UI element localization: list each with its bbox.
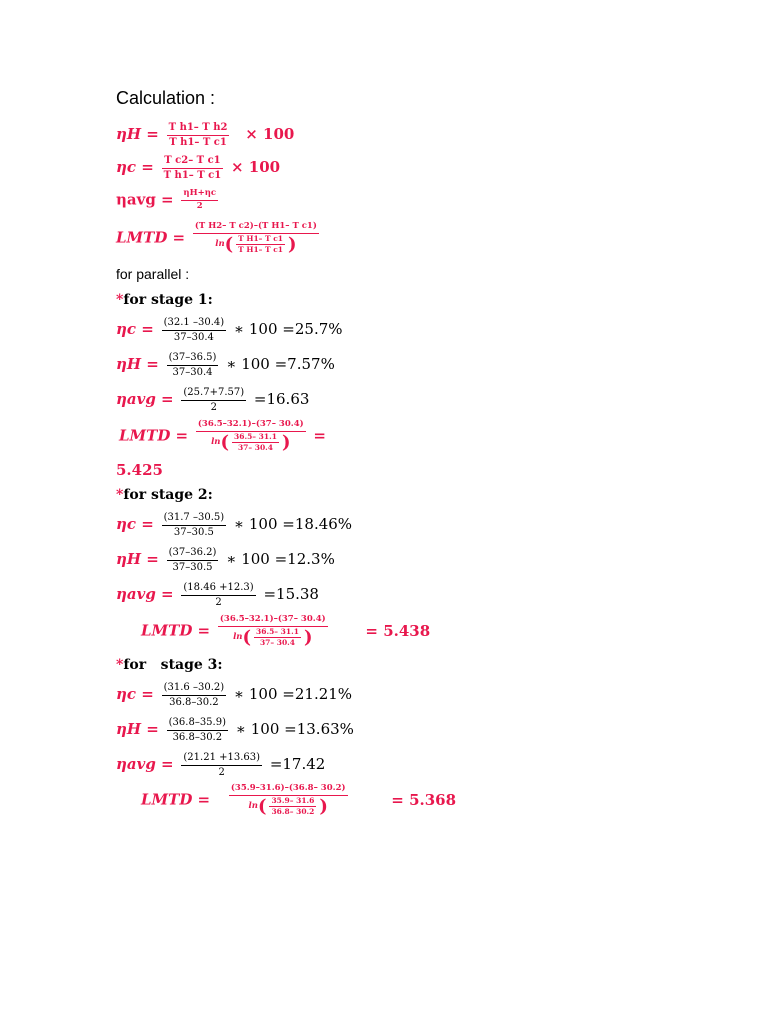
formula-lmtd bbox=[116, 222, 322, 255]
stage1-eta-avg bbox=[116, 387, 309, 413]
close-paren: ) bbox=[281, 431, 291, 453]
stage3-eta-h bbox=[116, 717, 354, 743]
formula-lhs: ηavg = bbox=[116, 190, 174, 209]
formula-lhs: ηH = bbox=[116, 550, 159, 568]
fraction bbox=[181, 189, 218, 212]
formula-lhs: ηc = bbox=[116, 685, 154, 703]
denominator: 2 bbox=[196, 200, 203, 211]
asterisk: * bbox=[116, 487, 124, 503]
denominator: 37–30.4 bbox=[173, 331, 214, 343]
ln-fraction bbox=[236, 235, 285, 255]
numerator: ηH+ηc bbox=[181, 189, 218, 201]
numerator: (36.8–35.9) bbox=[167, 717, 228, 731]
formula-lhs: ηc = bbox=[116, 320, 154, 338]
denominator bbox=[247, 796, 330, 817]
denominator: 37–30.5 bbox=[172, 561, 213, 573]
close-paren: ) bbox=[319, 795, 328, 817]
result: ∗ 100 =12.3% bbox=[226, 550, 335, 568]
formula-lhs: ηH = bbox=[116, 125, 159, 143]
formula-eta-h bbox=[116, 122, 294, 148]
denominator: 36.8–30.2 bbox=[172, 731, 223, 743]
denominator: 37–30.5 bbox=[173, 526, 214, 538]
result: =17.42 bbox=[269, 755, 326, 773]
stage-heading bbox=[116, 487, 213, 503]
formula-eta-avg bbox=[116, 189, 221, 212]
formula-lhs: ηavg = bbox=[116, 585, 174, 603]
numerator: (32.1 –30.4) bbox=[162, 317, 227, 331]
numerator: (36.5–32.1)–(37– 30.4) bbox=[218, 615, 328, 627]
fraction bbox=[218, 615, 328, 648]
denominator: 2 bbox=[210, 401, 217, 413]
ln-numerator: T H1– T c1 bbox=[236, 235, 285, 246]
formula-tail: × 100 bbox=[231, 158, 281, 176]
fraction bbox=[162, 682, 227, 708]
lmtd-result: = 5.368 bbox=[391, 790, 457, 809]
formula-lhs: LMTD = bbox=[141, 790, 211, 809]
denominator: T h1– T c1 bbox=[169, 136, 227, 148]
stage-heading bbox=[116, 292, 213, 308]
formula-lhs: ηavg = bbox=[116, 390, 174, 408]
stage3-lmtd bbox=[141, 784, 456, 817]
fraction bbox=[193, 222, 319, 255]
numerator: (37–36.2) bbox=[167, 547, 219, 561]
ln-numerator: 36.5– 31.1 bbox=[232, 433, 279, 444]
result: ∗ 100 =21.21% bbox=[233, 685, 353, 703]
formula-lhs: ηH = bbox=[116, 355, 159, 373]
fraction bbox=[162, 317, 227, 343]
denominator: 2 bbox=[215, 596, 222, 608]
close-paren: ) bbox=[303, 626, 313, 648]
formula-lhs: LMTD = bbox=[141, 621, 211, 640]
stage1-lmtd-result: 5.425 bbox=[116, 461, 163, 479]
result: ∗ 100 =13.63% bbox=[235, 720, 354, 738]
numerator: (18.46 +12.3) bbox=[181, 582, 255, 596]
stage2-eta-h bbox=[116, 547, 335, 573]
denominator: T h1– T c1 bbox=[163, 169, 222, 181]
numerator: T h1– T h2 bbox=[167, 122, 230, 136]
formula-eta-c bbox=[116, 155, 280, 181]
numerator: (31.7 –30.5) bbox=[162, 512, 227, 526]
result: ∗ 100 =25.7% bbox=[233, 320, 343, 338]
ln-fraction bbox=[232, 433, 279, 453]
ln-numerator: 35.9– 31.6 bbox=[269, 797, 316, 808]
denominator bbox=[213, 234, 298, 255]
formula-lhs: ηc = bbox=[116, 158, 154, 176]
stage2-eta-avg bbox=[116, 582, 319, 608]
formula-lhs: ηH = bbox=[116, 720, 159, 738]
ln-denominator: 37– 30.4 bbox=[259, 638, 296, 648]
denominator: 37–30.4 bbox=[172, 366, 213, 378]
numerator: (36.5–32.1)–(37– 30.4) bbox=[196, 420, 306, 432]
denominator bbox=[209, 432, 292, 453]
stage3-eta-avg bbox=[116, 752, 325, 778]
result: ∗ 100 =7.57% bbox=[226, 355, 335, 373]
denominator: 36.8–30.2 bbox=[169, 696, 219, 708]
asterisk: * bbox=[116, 292, 124, 308]
lmtd-result: = 5.438 bbox=[365, 621, 431, 640]
fraction bbox=[167, 717, 228, 743]
result: ∗ 100 =18.46% bbox=[233, 515, 353, 533]
formula-lhs: ηavg = bbox=[116, 755, 174, 773]
ln-denominator: 37– 30.4 bbox=[237, 443, 274, 453]
page-title: Calculation : bbox=[116, 88, 216, 108]
stage2-lmtd bbox=[141, 615, 430, 648]
ln-label: ln bbox=[211, 437, 221, 447]
formula-lhs: LMTD = bbox=[116, 228, 186, 247]
fraction bbox=[196, 420, 306, 453]
fraction bbox=[167, 352, 219, 378]
open-paren: ( bbox=[257, 795, 267, 817]
numerator: (T H2– T c2)–(T H1– T c1) bbox=[193, 222, 319, 234]
ln-fraction bbox=[254, 628, 301, 648]
numerator: (35.9–31.6)–(36.8– 30.2) bbox=[229, 784, 348, 796]
numerator: (37–36.5) bbox=[167, 352, 219, 366]
section-label: for parallel : bbox=[116, 266, 190, 282]
fraction bbox=[181, 387, 246, 413]
stage1-lmtd bbox=[119, 420, 326, 453]
numerator: (25.7+7.57) bbox=[181, 387, 246, 401]
denominator bbox=[231, 627, 314, 648]
stage2-eta-c bbox=[116, 512, 352, 538]
stage-heading bbox=[116, 657, 223, 673]
ln-fraction bbox=[269, 797, 316, 817]
fraction bbox=[162, 155, 224, 181]
denominator: 2 bbox=[218, 766, 225, 778]
formula-lhs: ηc = bbox=[116, 515, 154, 533]
ln-denominator: T H1– T c1 bbox=[238, 245, 284, 255]
stage3-eta-c bbox=[116, 682, 352, 708]
fraction bbox=[167, 122, 230, 148]
ln-label: ln bbox=[233, 632, 243, 642]
ln-numerator: 36.5– 31.1 bbox=[254, 628, 301, 639]
fraction bbox=[229, 784, 348, 817]
fraction bbox=[162, 512, 227, 538]
ln-label: ln bbox=[248, 801, 258, 811]
stage-heading-text: for stage 3: bbox=[123, 657, 223, 673]
numerator: T c2– T c1 bbox=[162, 155, 222, 169]
stage-heading-text: for stage 1: bbox=[123, 292, 213, 308]
stage1-eta-h bbox=[116, 352, 335, 378]
close-paren: ) bbox=[288, 233, 297, 255]
open-paren: ( bbox=[242, 626, 252, 648]
ln-denominator: 36.8– 30.2 bbox=[271, 807, 315, 817]
fraction bbox=[181, 752, 262, 778]
formula-lhs: LMTD = bbox=[119, 426, 189, 445]
open-paren: ( bbox=[224, 233, 234, 255]
result: =16.63 bbox=[253, 390, 310, 408]
result: =15.38 bbox=[263, 585, 319, 603]
open-paren: ( bbox=[220, 431, 230, 453]
numerator: (31.6 –30.2) bbox=[162, 682, 227, 696]
fraction bbox=[181, 582, 255, 608]
numerator: (21.21 +13.63) bbox=[181, 752, 262, 766]
equals-sign: = bbox=[313, 426, 326, 445]
ln-label: ln bbox=[215, 239, 225, 249]
formula-tail: × 100 bbox=[245, 125, 295, 143]
fraction bbox=[167, 547, 219, 573]
stage1-eta-c bbox=[116, 317, 343, 343]
stage-heading-text: for stage 2: bbox=[123, 487, 213, 503]
asterisk: * bbox=[116, 657, 124, 673]
